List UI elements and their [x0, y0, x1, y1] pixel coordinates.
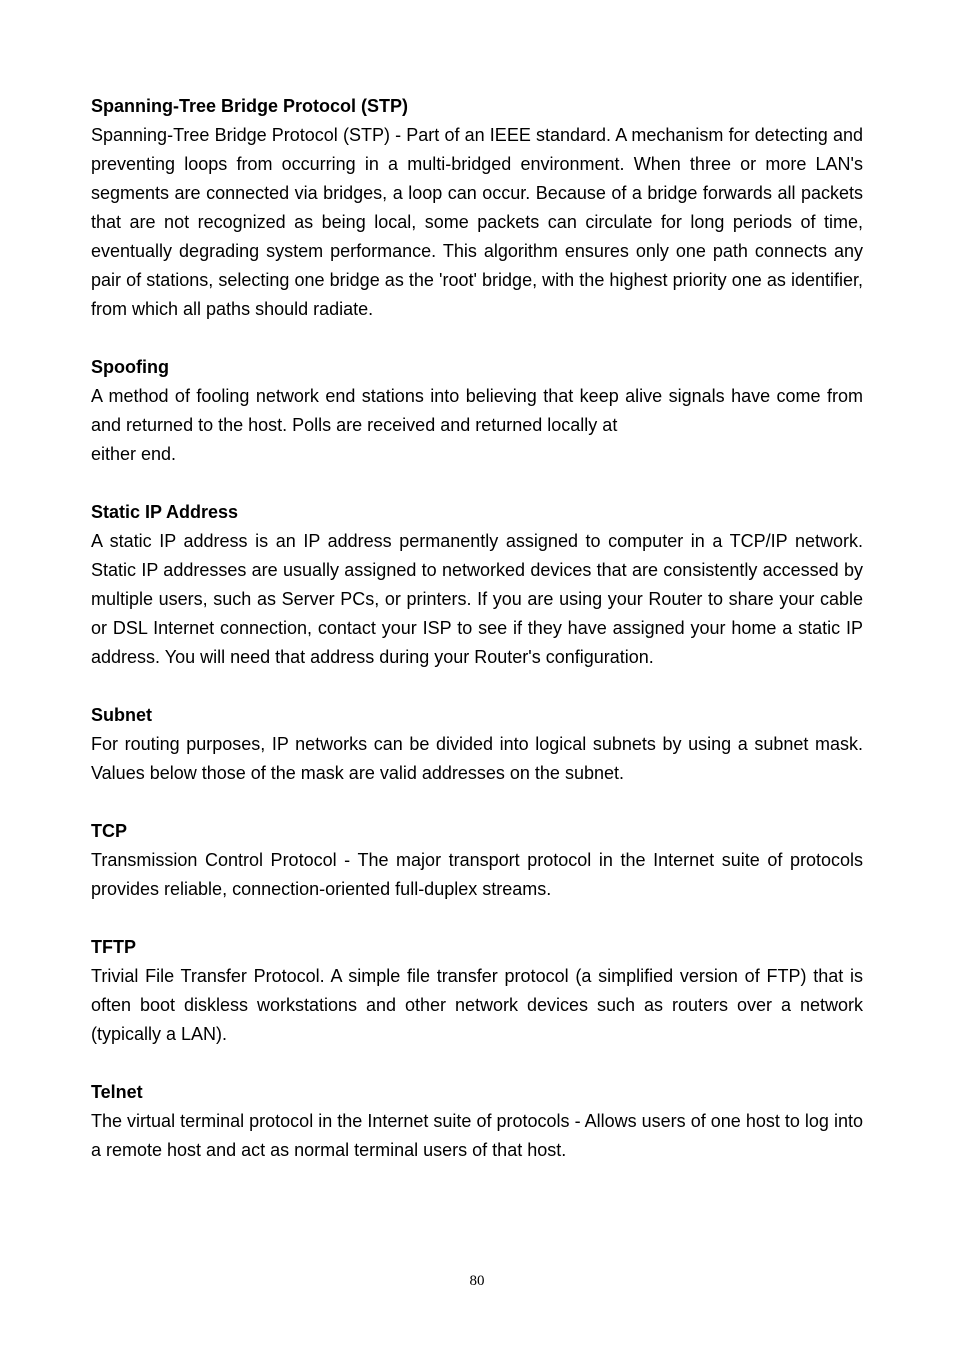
term-definition: The virtual terminal protocol in the Internet suite of protocols - Allows users of one host to log into a remote host and act as normal terminal users of that host.	[91, 1111, 863, 1160]
term-definition: Trivial File Transfer Protocol. A simple file transfer protocol (a simplified version of FTP) that is often boot diskless workstations and other network devices such as routers over a network (typically a LAN).	[91, 966, 863, 1044]
term-definition	[91, 382, 863, 469]
glossary-page	[91, 92, 863, 1194]
definition-line: either end.	[91, 444, 177, 464]
page-number: 80	[469, 1273, 485, 1289]
term-heading: Telnet	[91, 1082, 143, 1102]
term-definition: A static IP address is an IP address permanently assigned to computer in a TCP/IP network. Static IP addresses are usually assigned to networked devices that are consistently accessed by multiple users, such as Server PCs, or printers. If you are using your Router to share your cable or DSL Internet connection, contact your ISP to see if they have assigned your home a static IP address. You will need that address during your Router's configuration.	[91, 531, 863, 667]
glossary-entry-static-ip	[91, 498, 863, 672]
term-definition: Spanning-Tree Bridge Protocol (STP) - Part of an IEEE standard. A mechanism for detecting and preventing loops from occurring in a multi-bridged environment. When three or more LAN's segments are connected via bridges, a loop can occur. Because of a bridge forwards all packets that are not recognized as being local, some packets can circulate for long periods of time, eventually degrading system performance. This algorithm ensures only one path connects any pair of stations, selecting one bridge as the 'root' bridge, with the highest priority one as identifier, from which all paths should radiate.	[91, 125, 863, 319]
definition-line: A method of fooling network end stations into believing that keep alive signals have come from and returned to the host. Polls are received and returned locally at	[91, 386, 863, 435]
term-heading: Subnet	[91, 705, 152, 725]
term-definition: For routing purposes, IP networks can be divided into logical subnets by using a subnet mask. Values below those of the mask are valid addresses on the subnet.	[91, 734, 863, 783]
glossary-entry-tftp	[91, 933, 863, 1049]
glossary-entry-spoofing	[91, 353, 863, 469]
glossary-entry-subnet	[91, 701, 863, 788]
glossary-entry-telnet	[91, 1078, 863, 1165]
term-heading: TFTP	[91, 937, 136, 957]
term-heading: Spanning-Tree Bridge Protocol (STP)	[91, 96, 409, 116]
term-heading: Static IP Address	[91, 502, 239, 522]
term-heading: TCP	[91, 821, 127, 841]
term-definition: Transmission Control Protocol - The major transport protocol in the Internet suite of protocols provides reliable, connection-oriented full-duplex streams.	[91, 850, 863, 899]
glossary-entry-stp	[91, 92, 863, 324]
term-heading: Spoofing	[91, 357, 169, 377]
glossary-entry-tcp	[91, 817, 863, 904]
